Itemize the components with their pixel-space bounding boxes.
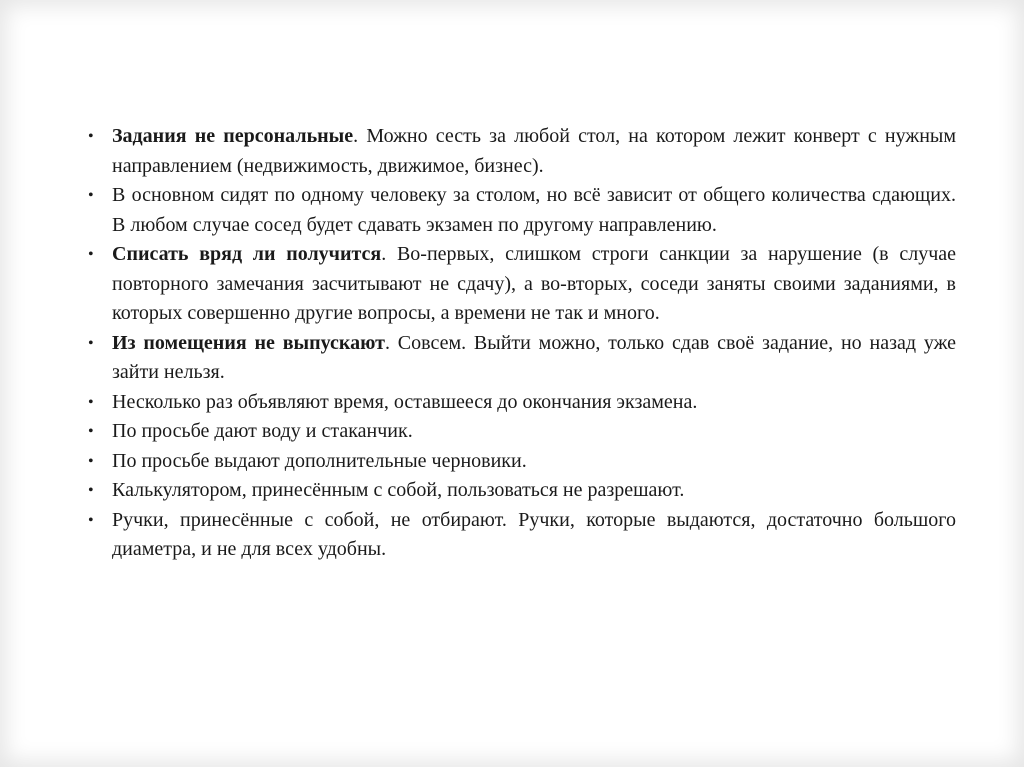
bullet-list <box>88 122 956 565</box>
item-text: По просьбе выдают дополнительные черновики. <box>112 449 527 472</box>
bullet-dot: • <box>88 334 94 352</box>
item-bold-text: Из помещения не выпускают <box>112 331 385 354</box>
list-item <box>88 181 956 240</box>
item-text: . Можно сесть за любой стол, на котором лежит конверт с нужным направлением (недвижимость, движимое, бизнес). <box>112 125 956 177</box>
item-text: По просьбе дают воду и стаканчик. <box>112 420 413 442</box>
bullet-dot: • <box>88 482 94 499</box>
list-item <box>88 476 956 506</box>
item-bold-text: Задания не персональные <box>112 125 354 147</box>
item-text: В основном сидят по одному человеку за столом, но всё зависит от общего количества сдающих. В любом случае сосед будет сдавать экзамен по другому направлению. <box>112 184 956 236</box>
item-text: Несколько раз объявляют время, оставшееся до окончания экзамена. <box>112 390 698 413</box>
content-area <box>88 122 956 565</box>
list-item <box>88 329 956 388</box>
list-item <box>88 240 956 329</box>
bullet-dot: • <box>88 511 94 529</box>
item-text: Ручки, принесённые с собой, не отбирают. Ручки, которые выдаются, достаточно большого диаметра, и не для всех удобны. <box>112 508 956 560</box>
bullet-dot: • <box>88 452 94 470</box>
bullet-dot: • <box>88 187 94 204</box>
item-text: Калькулятором, принесённым с собой, пользоваться не разрешают. <box>112 479 685 501</box>
item-bold-text: Списать вряд ли получится <box>112 243 382 265</box>
list-item <box>88 417 956 447</box>
item-text: . Во-первых, слишком строги санкции за нарушение (в случае повторного замечания засчитывают не сдачу), а во-вторых, соседи заняты своими заданиями, в которых совершенно другие вопросы, а времени не так и много. <box>112 243 957 324</box>
list-item <box>88 506 956 565</box>
item-text: . Совсем. Выйти можно, только сдав своё задание, но назад уже зайти нельзя. <box>112 331 957 383</box>
bullet-dot: • <box>88 423 94 440</box>
list-item <box>88 122 956 181</box>
bullet-dot: • <box>88 128 94 145</box>
bullet-dot: • <box>88 246 94 263</box>
bullet-dot: • <box>88 393 94 411</box>
list-item <box>88 388 956 418</box>
list-item <box>88 447 956 477</box>
